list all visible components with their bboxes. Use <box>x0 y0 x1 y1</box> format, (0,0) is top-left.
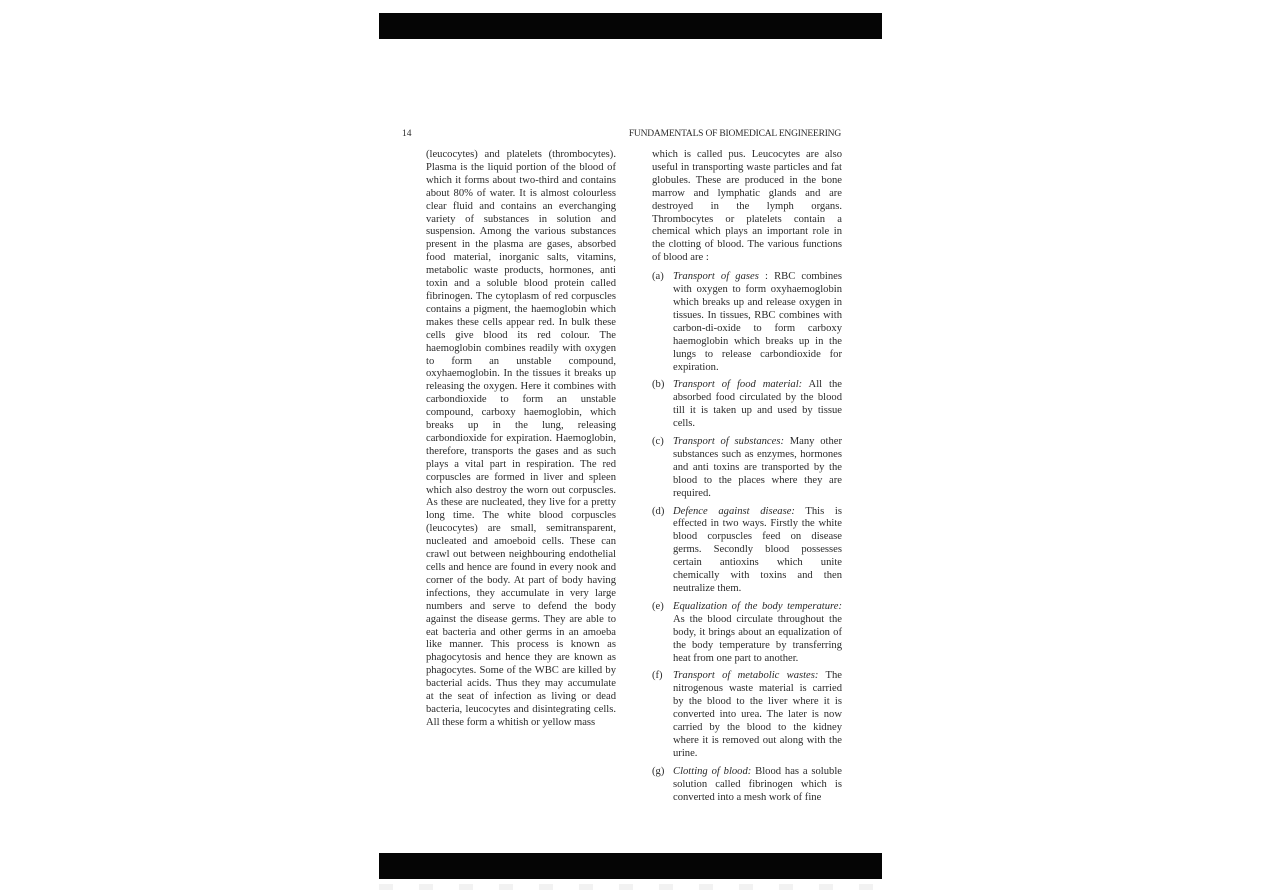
function-label: (a) <box>652 271 664 283</box>
function-label: (c) <box>652 436 664 448</box>
function-item <box>652 766 842 805</box>
right-column <box>652 149 842 810</box>
viewer-bottom-bar <box>379 853 882 879</box>
function-text: This is effected in two ways. Firstly the white blood corpuscles feed on disease germs. Secondly blood possesses certain antioxins which unite chemically with toxins and then neutralize them. <box>673 505 842 594</box>
function-title: Transport of food material: <box>673 379 803 391</box>
next-page-bleed <box>379 884 882 890</box>
function-title: Transport of gases <box>673 271 759 283</box>
function-title: Clotting of blood: <box>673 765 752 777</box>
function-item <box>652 601 842 666</box>
function-sep <box>818 670 825 681</box>
function-title: Transport of metabolic wastes: <box>673 670 819 682</box>
function-body <box>673 379 842 431</box>
function-label: (b) <box>652 379 665 391</box>
function-item <box>652 271 842 374</box>
function-title: Transport of substances: <box>673 436 784 448</box>
function-text: The nitrogenous waste material is carried by the blood to the liver where it is converted into urea. The later is now carried by the blood to the kidney where it is removed out along with the urine. <box>673 670 842 759</box>
function-text: All the absorbed food circulated by the blood till it is taken up and used by tissue cells. <box>673 379 842 430</box>
function-title: Defence against disease: <box>673 505 795 517</box>
function-body <box>673 271 842 374</box>
running-head: FUNDAMENTALS OF BIOMEDICAL ENGINEERING <box>628 129 841 139</box>
page-number: 14 <box>402 129 412 139</box>
functions-list <box>652 271 842 804</box>
function-text: Many other substances such as enzymes, hormones and anti toxins are transported by the blood to the places where they are required. <box>673 436 842 499</box>
function-item <box>652 379 842 431</box>
left-column-text: (leucocytes) and platelets (thrombocytes). Plasma is the liquid portion of the blood of which it forms about two-third and contains about 80% of water. It is almost colourless clear fluid and contains an everchanging variety of substances in solution and suspension. Among the various substances present in the plasma are gases, absorbed food material, inorganic salts, vitamins, metabolic waste products, hormones, anti toxin and a soluble blood protein called fibrinogen. The cytoplasm of red corpuscles contains a pigment, the haemoglobin which makes these cells appear red. In bulk these cells give blood its red colour. The haemoglobin combines readily with oxygen to form an unstable compound, oxyhaemoglobin. In the tissues it breaks up releasing the oxygen. Here it combines with carbondioxide to form an unstable compound, carboxy haemoglobin, which breaks up in the lung, releasing carbondioxide for expiration. Haemoglobin, therefore, transports the gases and as such plays a vital part in respiration. The red corpuscles are formed in liver and spleen which also destroy the worn out corpuscles. As these are nucleated, they live for a pretty long time. The white blood corpuscles (leucocytes) are small, semitransparent, nucleated and amoeboid cells. These can crawl out between neighbouring endothelial cells and hence are found in every nook and corner of the body. At part of body having infections, they accumulate in very large numbers and serve to defend the body against the disease germs. They are able to eat bacteria and other germs in an amoeba like manner. This process is known as phagocytosis and hence they are known as phagocytes. Some of the WBC are killed by bacterial acids. Thus they may accumulate at the seat of infection as living or dead bacteria, leucocytes and disintegrating cells. All these form a whitish or yellow mass <box>426 149 616 728</box>
function-item <box>652 506 842 596</box>
function-label: (e) <box>652 600 664 612</box>
function-title: Equalization of the body temperature: <box>673 600 842 612</box>
function-label: (d) <box>652 505 665 517</box>
viewer-top-bar <box>379 13 882 39</box>
function-body <box>673 436 842 501</box>
function-label: (g) <box>652 765 665 777</box>
function-item <box>652 436 842 501</box>
function-text: As the blood circulate throughout the body, it brings about an equalization of the body temperature by transferring heat from one part to another. <box>673 613 842 664</box>
function-sep <box>795 506 805 517</box>
function-body <box>673 506 842 596</box>
function-body <box>673 601 842 666</box>
function-label: (f) <box>652 670 663 682</box>
right-column-intro: which is called pus. Leucocytes are also useful in transporting waste particles and fat globules. These are produced in the bone marrow and lymphatic glands and are destroyed in the lymph organs. Thrombocytes or platelets contain a chemical which plays an important role in the clotting of blood. The various functions of blood are : <box>652 149 842 264</box>
function-body <box>673 766 842 805</box>
function-body <box>673 670 842 760</box>
function-sep: : <box>758 271 775 283</box>
left-column <box>426 149 616 730</box>
function-item <box>652 670 842 760</box>
function-text: RBC combines with oxygen to form oxyhaemoglobin which breaks up and release oxygen in tissues. In tissues, RBC combines with carbon-di-oxide to form carboxy haemoglobin which breaks up in the lungs to release carbondioxide for expiration. <box>673 271 842 373</box>
function-text: Blood has a soluble solution called fibrinogen which is converted into a mesh work of fine <box>673 765 842 803</box>
